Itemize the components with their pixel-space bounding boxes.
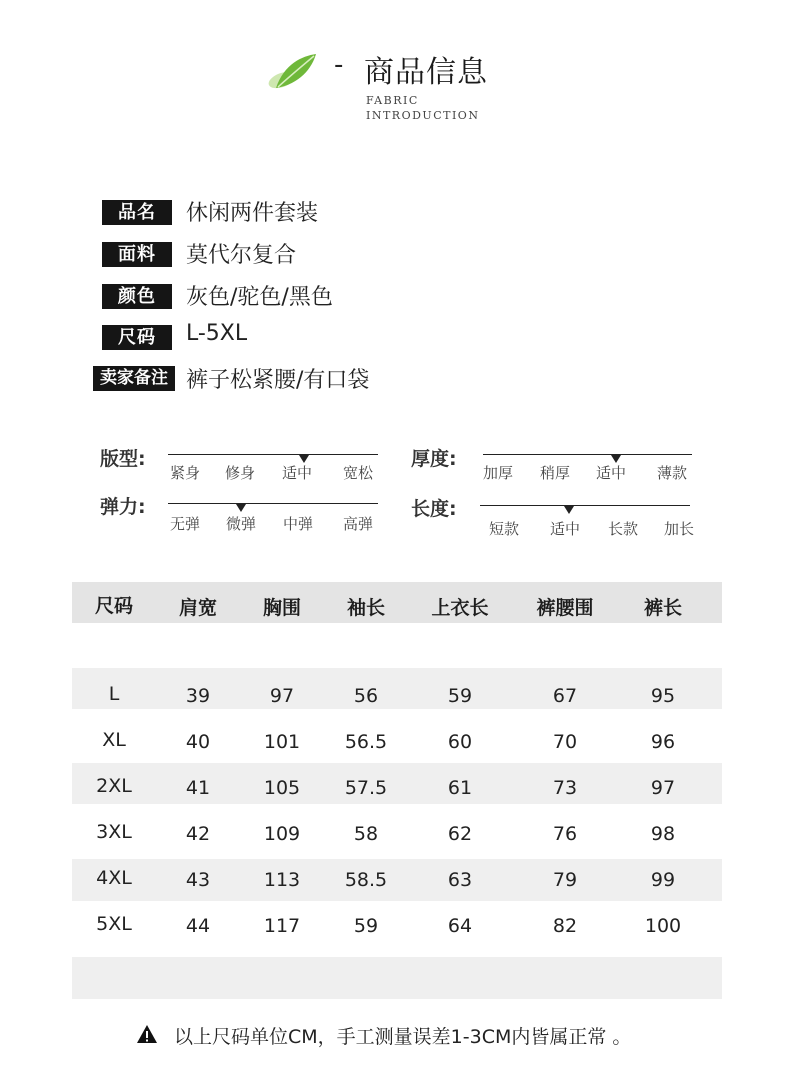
table-header-cell: 肩宽 (178, 597, 217, 619)
scale-option: 长款 (608, 520, 639, 538)
scale-label-elasticity: 弹力: (100, 496, 146, 518)
table-cell: 3XL (96, 821, 132, 843)
table-cell: 4XL (96, 867, 132, 889)
table-cell: 56 (353, 685, 379, 707)
table-cell: 2XL (96, 775, 132, 797)
info-label-size: 尺码 (102, 325, 172, 350)
scale-label-length: 长度: (411, 498, 457, 520)
scale-option: 短款 (489, 520, 520, 538)
table-cell: 79 (552, 869, 578, 891)
table-cell: 109 (263, 823, 301, 845)
table-cell: 113 (263, 869, 301, 891)
info-label-name: 品名 (102, 200, 172, 225)
table-cell: 99 (650, 869, 676, 891)
scale-line-thickness (483, 454, 692, 455)
table-cell: 44 (185, 915, 211, 937)
table-cell: 117 (263, 915, 301, 937)
scale-label-thickness: 厚度: (411, 448, 457, 470)
table-header-cell: 裤长 (643, 597, 682, 619)
table-header-cell: 袖长 (346, 597, 385, 619)
table-cell: 70 (552, 731, 578, 753)
table-cell: 5XL (96, 913, 132, 935)
info-label-remark: 卖家备注 (93, 366, 175, 391)
table-cell: 95 (650, 685, 676, 707)
leaf-icon (262, 50, 322, 96)
info-label-color: 颜色 (102, 284, 172, 309)
table-header-cell: 胸围 (262, 597, 301, 619)
table-cell: 96 (650, 731, 676, 753)
table-cell: 61 (447, 777, 473, 799)
info-value-name: 休闲两件套装 (186, 201, 319, 226)
warning-icon (136, 1024, 158, 1044)
table-cell: 64 (447, 915, 473, 937)
table-header-cell: 裤腰围 (536, 597, 594, 619)
table-cell: 43 (185, 869, 211, 891)
table-cell: 41 (185, 777, 211, 799)
info-value-color: 灰色/驼色/黑色 (186, 285, 333, 310)
scale-option: 高弹 (343, 515, 374, 533)
header-dash: - (334, 50, 344, 80)
scale-option: 微弹 (226, 515, 257, 533)
scale-label-fit: 版型: (100, 448, 146, 470)
table-cell: 63 (447, 869, 473, 891)
table-cell: 58 (353, 823, 379, 845)
info-value-size: L-5XL (186, 321, 248, 346)
table-cell: 97 (269, 685, 295, 707)
table-cell: L (108, 683, 120, 705)
scale-line-elasticity (168, 503, 378, 504)
table-cell: 73 (552, 777, 578, 799)
table-cell: 82 (552, 915, 578, 937)
table-cell: 57.5 (344, 777, 388, 799)
table-header-cell: 尺码 (94, 595, 133, 617)
scale-option: 适中 (550, 520, 581, 538)
subtitle-line-2: INTRODUCTION (366, 109, 480, 122)
scale-option: 加长 (664, 520, 695, 538)
scale-option: 加厚 (483, 464, 514, 482)
scale-option: 无弹 (170, 515, 201, 533)
table-cell: 105 (263, 777, 301, 799)
scale-marker-length (564, 506, 574, 514)
table-cell: 60 (447, 731, 473, 753)
scale-option: 修身 (225, 464, 256, 482)
table-cell: 67 (552, 685, 578, 707)
table-cell: 58.5 (344, 869, 388, 891)
scale-option: 适中 (282, 464, 313, 482)
info-value-fabric: 莫代尔复合 (186, 243, 297, 268)
table-header-cell: 上衣长 (431, 597, 489, 619)
scale-option: 薄款 (657, 464, 688, 482)
table-cell: 39 (185, 685, 211, 707)
table-cell: 97 (650, 777, 676, 799)
scale-marker-elasticity (236, 504, 246, 512)
subtitle-line-1: FABRIC (366, 94, 419, 107)
table-row-band (72, 957, 722, 999)
table-cell: 76 (552, 823, 578, 845)
table-cell: 59 (353, 915, 379, 937)
table-cell: 101 (263, 731, 301, 753)
page-title: 商品信息 (364, 55, 488, 90)
scale-option: 适中 (596, 464, 627, 482)
scale-option: 紧身 (170, 464, 201, 482)
scale-line-length (480, 505, 690, 506)
footer-note: 以上尺码单位CM，手工测量误差1-3CM内皆属正常 。 (174, 1026, 632, 1048)
scale-option: 稍厚 (540, 464, 571, 482)
table-cell: 62 (447, 823, 473, 845)
table-cell: 56.5 (344, 731, 388, 753)
info-label-fabric: 面料 (102, 242, 172, 267)
table-cell: XL (102, 729, 126, 751)
info-value-remark: 裤子松紧腰/有口袋 (186, 368, 370, 393)
table-cell: 59 (447, 685, 473, 707)
table-cell: 42 (185, 823, 211, 845)
scale-option: 宽松 (343, 464, 374, 482)
table-cell: 100 (644, 915, 682, 937)
table-cell: 98 (650, 823, 676, 845)
scale-option: 中弹 (283, 515, 314, 533)
table-cell: 40 (185, 731, 211, 753)
scale-line-fit (168, 454, 378, 455)
